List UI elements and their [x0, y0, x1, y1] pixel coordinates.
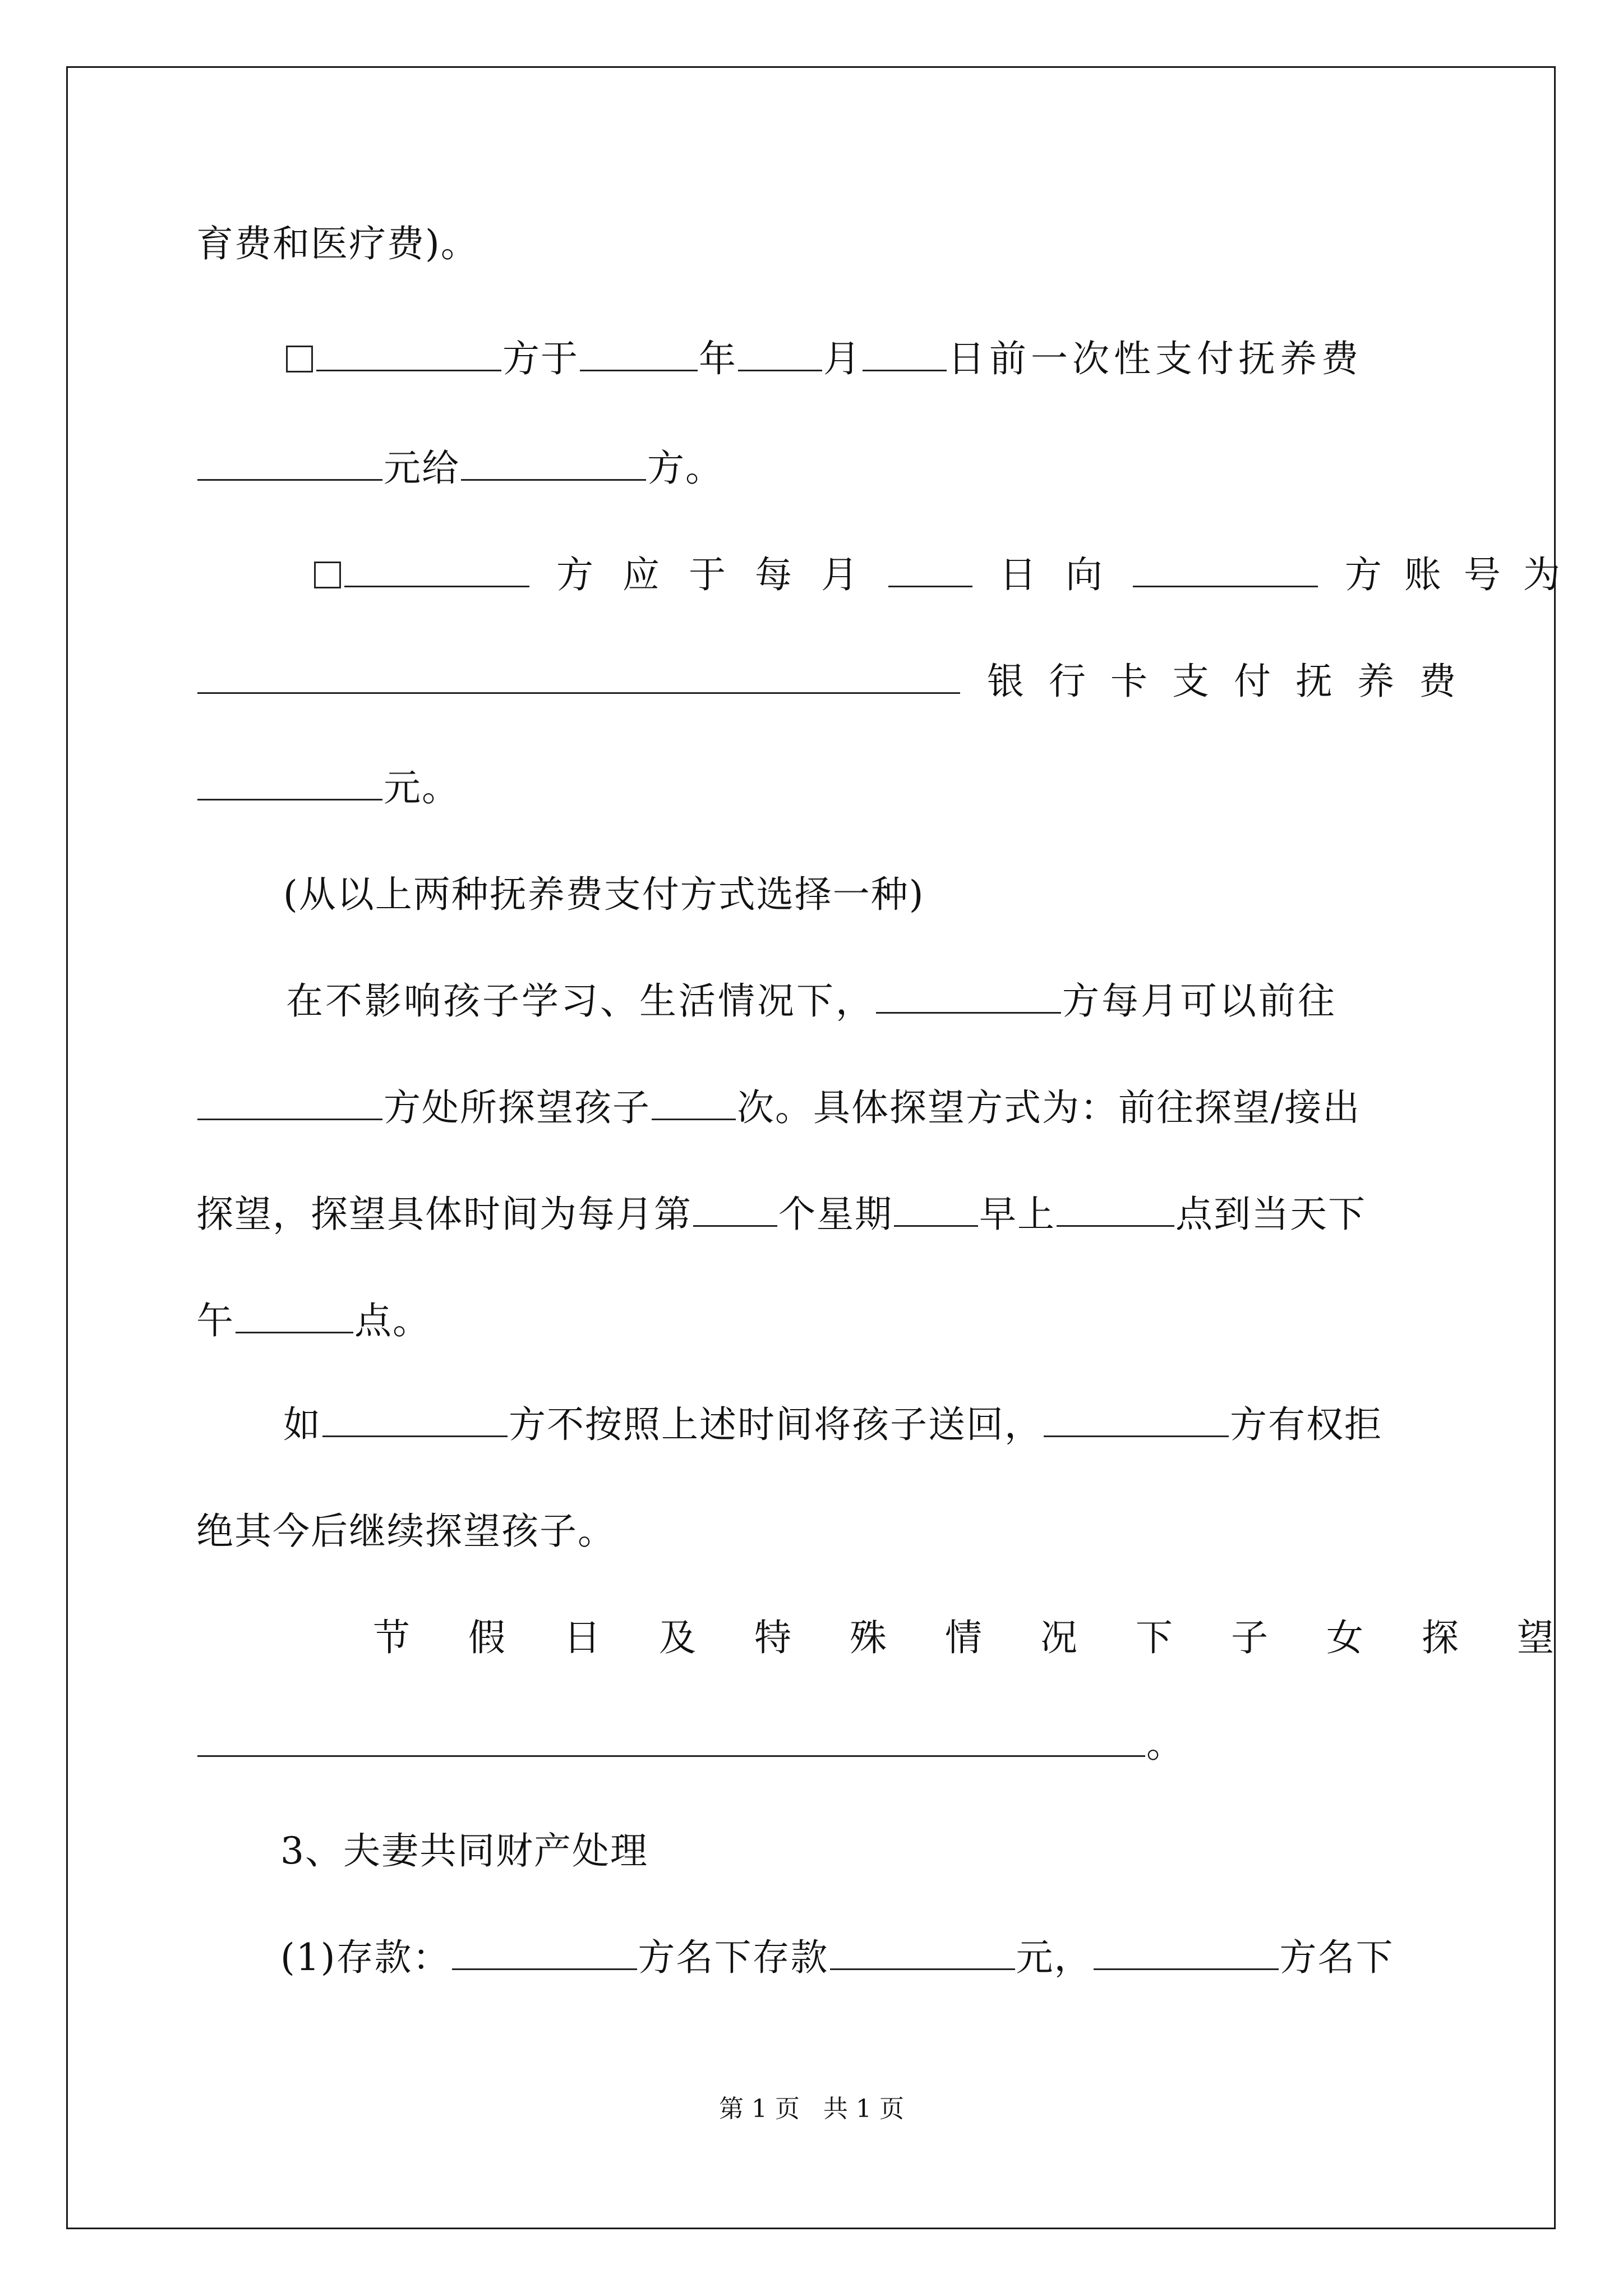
blank-field[interactable] — [452, 1935, 637, 1970]
text-segment: 方名下存款 — [638, 1936, 829, 1979]
blank-field[interactable] — [461, 445, 646, 481]
blank-field[interactable] — [197, 1722, 1145, 1757]
text-segment: 元， — [1016, 1936, 1092, 1979]
blank-field[interactable] — [236, 1298, 353, 1333]
text-segment: 月 — [823, 337, 861, 380]
text-segment: 午 — [196, 1299, 234, 1342]
checkbox-icon[interactable] — [286, 346, 313, 372]
text-segment: 元。 — [384, 766, 460, 809]
blank-field[interactable] — [1094, 1935, 1279, 1970]
text-segment: 早上 — [979, 1193, 1055, 1236]
text-line-15 — [196, 1717, 1430, 1773]
text-segment: 方不按照上述时间将孩子送回， — [509, 1403, 1043, 1446]
text-segment: 方处所探望孩子 — [384, 1086, 651, 1129]
text-segment: 日前一次性支付抚养费 — [948, 337, 1363, 380]
blank-field[interactable] — [863, 336, 947, 371]
blank-field[interactable] — [197, 765, 382, 800]
text-line-2 — [286, 331, 1520, 387]
text-line-16 — [280, 1823, 1514, 1879]
page-footer — [0, 2092, 1623, 2126]
text-segment: (从以上两种抚养费支付方式选择一种) — [283, 873, 925, 916]
blank-field[interactable] — [197, 445, 382, 481]
blank-field[interactable] — [322, 1402, 508, 1437]
blank-field[interactable] — [580, 336, 698, 371]
blank-field[interactable] — [652, 1085, 736, 1120]
blank-field[interactable] — [344, 552, 529, 587]
blank-field[interactable] — [876, 978, 1061, 1014]
text-line-17 — [280, 1930, 1514, 1986]
blank-field[interactable] — [830, 1935, 1015, 1970]
text-segment: 探望，探望具体时间为每月第 — [196, 1193, 692, 1236]
text-line-10 — [196, 1186, 1430, 1243]
text-line-9 — [196, 1080, 1430, 1136]
text-segment: 绝其今后继续探望孩子。 — [196, 1510, 616, 1553]
text-line-3 — [196, 440, 1430, 496]
blank-field[interactable] — [894, 1191, 978, 1227]
blank-field[interactable] — [1057, 1191, 1174, 1227]
text-segment: 元给 — [384, 447, 460, 490]
blank-field[interactable] — [197, 1085, 382, 1120]
page-number: 第 1 页 共 1 页 — [719, 2095, 904, 2123]
text-segment: 点到当天下 — [1175, 1193, 1366, 1236]
section-heading: 3、夫妻共同财产处理 — [280, 1829, 648, 1872]
text-segment: 个星期 — [778, 1193, 893, 1236]
blank-field[interactable] — [888, 552, 972, 587]
blank-field[interactable] — [738, 336, 822, 371]
text-segment: 方名下 — [1279, 1936, 1394, 1979]
text-segment: 。 — [1146, 1723, 1184, 1766]
text-line-1 — [196, 216, 1430, 272]
text-segment: 如 — [283, 1403, 321, 1446]
text-line-11 — [196, 1293, 1430, 1349]
text-line-12 — [283, 1397, 1517, 1453]
blank-field[interactable] — [693, 1191, 777, 1227]
text-segment: 方有权拒 — [1230, 1403, 1382, 1446]
text-segment: 方于 — [502, 337, 579, 380]
blank-field[interactable] — [197, 659, 960, 694]
text-segment: 年 — [699, 337, 737, 380]
text-line-7 — [283, 867, 1517, 923]
text-segment: 方应于每月 — [556, 553, 887, 596]
text-line-14 — [373, 1610, 1612, 1666]
text-line-5 — [196, 654, 1481, 710]
text-segment: 银行卡支付抚养费 — [986, 660, 1481, 703]
text-line-4 — [314, 547, 1583, 603]
text-line-8 — [286, 973, 1520, 1029]
page-border — [66, 66, 1556, 2229]
checkbox-icon[interactable] — [314, 562, 341, 588]
text-segment: 点。 — [354, 1299, 431, 1342]
text-segment: 节假日及特殊情况下子女探望 — [373, 1616, 1612, 1659]
text-segment: 育费和医疗费)。 — [196, 222, 479, 265]
text-segment: (1)存款： — [280, 1936, 451, 1979]
text-segment: 日向 — [999, 553, 1132, 596]
blank-field[interactable] — [1044, 1402, 1229, 1437]
text-line-6 — [196, 760, 1430, 816]
blank-field[interactable] — [316, 336, 501, 371]
text-segment: 方每月可以前往 — [1062, 979, 1337, 1023]
text-segment: 方账号为 — [1344, 553, 1583, 596]
blank-field[interactable] — [1133, 552, 1318, 587]
text-segment: 次。具体探望方式为：前往探望/接出 — [737, 1086, 1361, 1129]
text-segment: 在不影响孩子学习、生活情况下， — [286, 979, 875, 1023]
text-segment: 方。 — [647, 447, 723, 490]
text-line-13 — [196, 1503, 1430, 1559]
